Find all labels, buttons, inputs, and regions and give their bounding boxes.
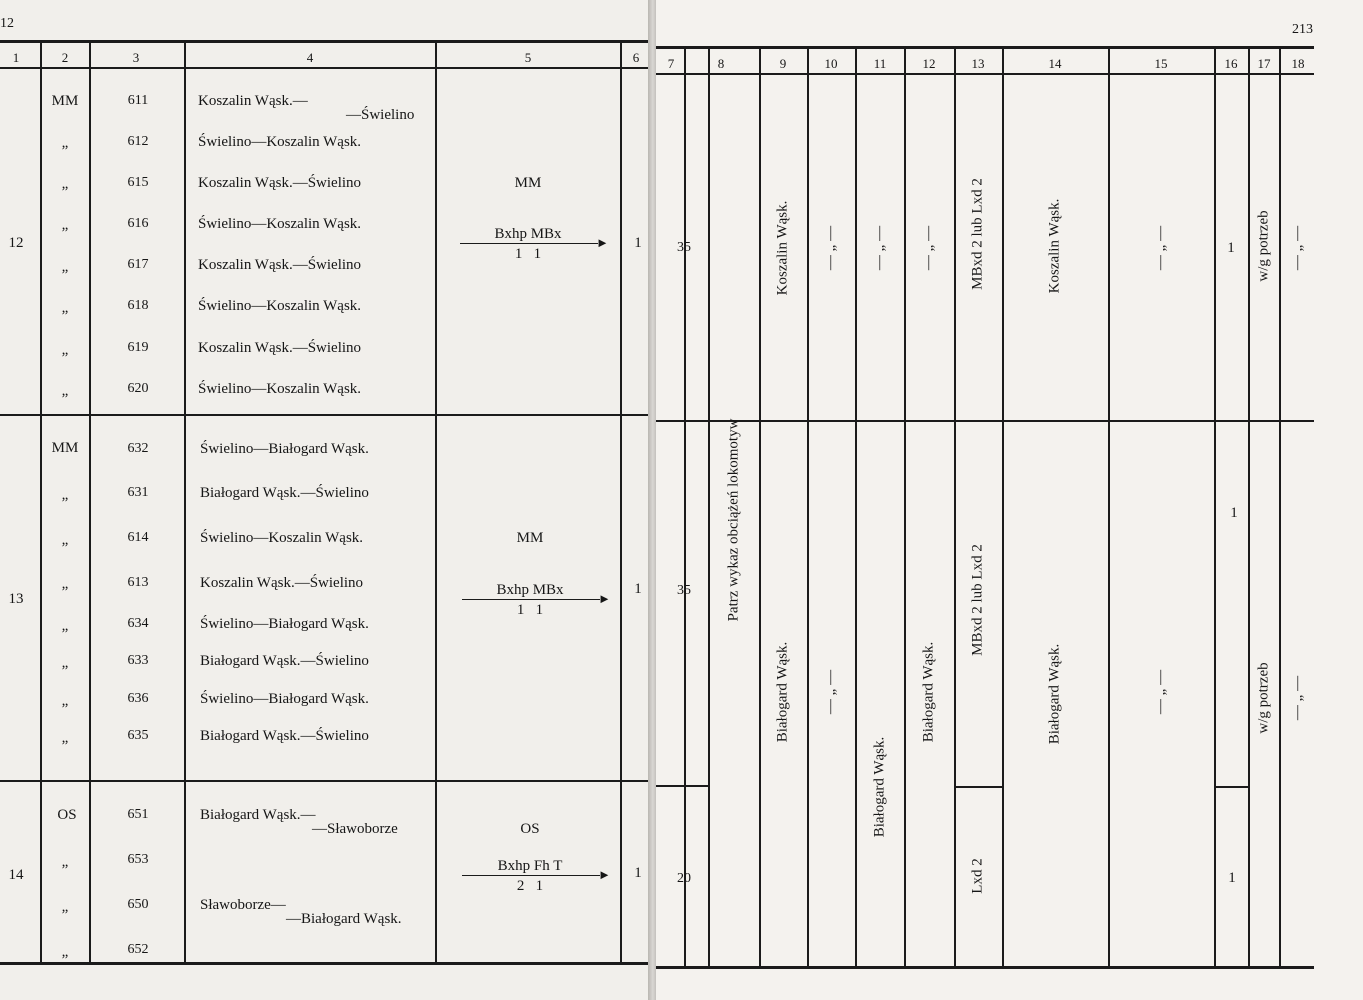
route-text: Świelino—Koszalin Wąsk. [198, 381, 362, 397]
column-header: 5 [524, 50, 532, 65]
column-header: 17 [1257, 56, 1271, 71]
column-header: 16 [1224, 56, 1238, 71]
col10-ditto: — „ — [822, 225, 839, 271]
group-divider [656, 785, 708, 787]
route-text: Koszalin Wąsk.— [198, 93, 308, 109]
column-rule [684, 49, 686, 969]
ditto-mark: „ [61, 730, 69, 746]
column-rule [1214, 49, 1216, 969]
top-rule [0, 40, 652, 43]
route-text: Koszalin Wąsk.—Świelino [200, 575, 364, 591]
col11-value: Białogard Wąsk. [871, 736, 888, 838]
ditto-mark: „ [61, 259, 69, 275]
group-number: 13 [8, 591, 24, 607]
col12-ditto: — „ — [920, 225, 937, 271]
col16-value: 1 [1228, 870, 1236, 886]
arrow-line [462, 599, 600, 600]
group-divider [1216, 786, 1248, 788]
route-text: Świelino—Koszalin Wąsk. [200, 530, 364, 546]
column-rule [954, 49, 956, 969]
column-header: 3 [132, 50, 140, 65]
col6-value: 1 [634, 865, 642, 881]
column-rule [1108, 49, 1110, 969]
column-rule [620, 43, 622, 965]
ditto-mark: „ [61, 655, 69, 671]
column-rule [1279, 49, 1281, 969]
route-text: —Białogard Wąsk. [286, 911, 402, 927]
col13-value: Lxd 2 [969, 858, 986, 894]
column-rule [1248, 49, 1250, 969]
loco-formula: Bxhp Fh T [497, 858, 563, 874]
column-header: 9 [779, 56, 787, 71]
loco-counts: 1 1 [516, 602, 544, 618]
col11-ditto: — „ — [871, 225, 888, 271]
column-rule [708, 49, 710, 969]
col13-value: MBxd 2 lub Lxd 2 [969, 544, 986, 656]
column-header: 14 [1048, 56, 1062, 71]
train-number: 618 [127, 298, 149, 313]
ditto-mark: „ [61, 576, 69, 592]
col14-value: Białogard Wąsk. [1046, 643, 1063, 745]
route-text: —Sławoborze [312, 821, 398, 837]
arrow-icon: ► [598, 867, 611, 882]
route-text: Białogard Wąsk.— [200, 807, 316, 823]
right-page [656, 0, 1363, 1000]
column-rule [40, 43, 42, 965]
col8-note: Patrz wykaz obciążeń lokomotyw [725, 418, 742, 622]
column-header: 8 [717, 56, 725, 71]
loco-formula: Bxhp MBx [494, 226, 562, 242]
route-text: Świelino—Koszalin Wąsk. [198, 134, 362, 150]
train-number: 620 [127, 381, 149, 396]
group-number: 14 [8, 867, 24, 883]
train-number: 636 [127, 691, 149, 706]
col16-value: 1 [1227, 240, 1235, 256]
col12-value: Białogard Wąsk. [920, 641, 937, 743]
train-number: 634 [127, 616, 149, 631]
route-text: Świelino—Białogard Wąsk. [200, 691, 369, 707]
train-number: 611 [127, 93, 149, 108]
ditto-mark: „ [61, 618, 69, 634]
col7-value: 20 [677, 871, 691, 886]
train-number: 653 [127, 852, 149, 867]
train-number: 631 [127, 485, 149, 500]
col9-value: Koszalin Wąsk. [774, 200, 791, 296]
train-number: 612 [127, 134, 149, 149]
category-cell: MM [516, 530, 544, 546]
column-header: 4 [306, 50, 314, 65]
left-page [0, 0, 652, 1000]
route-text: Świelino—Koszalin Wąsk. [198, 298, 362, 314]
category-cell: OS [520, 821, 540, 837]
train-number: 650 [127, 897, 149, 912]
col13-value: MBxd 2 lub Lxd 2 [969, 178, 986, 290]
column-rule [89, 43, 91, 965]
column-header: 6 [632, 50, 640, 65]
column-rule [1002, 49, 1004, 969]
train-number: 619 [127, 340, 149, 355]
col6-value: 1 [634, 235, 642, 251]
column-rule [855, 49, 857, 969]
col7-value: 35 [677, 240, 691, 255]
route-text: Koszalin Wąsk.—Świelino [198, 257, 362, 273]
train-number: 632 [127, 441, 149, 456]
route-text: Białogard Wąsk.—Świelino [200, 728, 369, 744]
train-number: 633 [127, 653, 149, 668]
ditto-mark: „ [61, 342, 69, 358]
col7-value: 35 [677, 583, 691, 598]
column-header: 18 [1291, 56, 1305, 71]
column-header: 12 [922, 56, 936, 71]
column-rule [184, 43, 186, 965]
col16-value: 1 [1230, 505, 1238, 521]
col15-ditto: — „ — [1152, 225, 1169, 271]
col6-value: 1 [634, 581, 642, 597]
column-header: 7 [667, 56, 675, 71]
route-text: Świelino—Koszalin Wąsk. [198, 216, 362, 232]
arrow-icon: ► [596, 235, 609, 250]
route-text: Koszalin Wąsk.—Świelino [198, 340, 362, 356]
column-header: 11 [873, 56, 887, 71]
column-header: 2 [61, 50, 69, 65]
column-header: 10 [824, 56, 838, 71]
arrow-icon: ► [598, 591, 611, 606]
ditto-mark: „ [61, 944, 69, 960]
col18-ditto: — „ — [1289, 675, 1306, 721]
route-text: Koszalin Wąsk.—Świelino [198, 175, 362, 191]
loco-formula: Bxhp MBx [496, 582, 564, 598]
column-header: 15 [1154, 56, 1168, 71]
train-number: 616 [127, 216, 149, 231]
column-header: 1 [12, 50, 20, 65]
bottom-rule [0, 962, 652, 965]
route-text: Białogard Wąsk.—Świelino [200, 485, 369, 501]
train-number: 613 [127, 575, 149, 590]
column-rule [807, 49, 809, 969]
page-number: 213 [1292, 22, 1313, 37]
ditto-mark: „ [61, 693, 69, 709]
page-number: 12 [0, 16, 14, 31]
col17-value: w/g potrzeb [1255, 662, 1272, 734]
arrow-line [462, 875, 600, 876]
col9-value: Białogard Wąsk. [774, 641, 791, 743]
ditto-mark: „ [61, 300, 69, 316]
category-cell: MM [51, 93, 79, 109]
col15-ditto: — „ — [1152, 669, 1169, 715]
route-text: —Świelino [346, 107, 415, 123]
col10-ditto: — „ — [822, 669, 839, 715]
ditto-mark: „ [61, 487, 69, 503]
category-cell: MM [51, 440, 79, 456]
group-divider [0, 780, 652, 782]
header-rule [0, 67, 652, 69]
col17-value: w/g potrzeb [1255, 210, 1272, 282]
ditto-mark: „ [61, 176, 69, 192]
ditto-mark: „ [61, 217, 69, 233]
route-text: Świelino—Białogard Wąsk. [200, 441, 369, 457]
category-cell: MM [514, 175, 542, 191]
train-number: 617 [127, 257, 149, 272]
group-number: 12 [8, 235, 24, 251]
train-number: 615 [127, 175, 149, 190]
group-divider [0, 414, 652, 416]
group-divider [954, 786, 1002, 788]
ditto-mark: „ [61, 135, 69, 151]
train-number: 651 [127, 807, 149, 822]
col18-ditto: — „ — [1289, 225, 1306, 271]
route-text: Sławoborze— [200, 897, 286, 913]
loco-counts: 1 1 [514, 246, 542, 262]
train-number: 635 [127, 728, 149, 743]
route-text: Świelino—Białogard Wąsk. [200, 616, 369, 632]
col14-value: Koszalin Wąsk. [1046, 198, 1063, 294]
ditto-mark: „ [61, 532, 69, 548]
ditto-mark: „ [61, 383, 69, 399]
column-rule [904, 49, 906, 969]
train-number: 614 [127, 530, 149, 545]
route-text: Białogard Wąsk.—Świelino [200, 653, 369, 669]
ditto-mark: „ [61, 899, 69, 915]
column-rule [759, 49, 761, 969]
ditto-mark: „ [61, 854, 69, 870]
column-header: 13 [971, 56, 985, 71]
column-rule [435, 43, 437, 965]
train-number: 652 [127, 942, 149, 957]
arrow-line [460, 243, 598, 244]
loco-counts: 2 1 [516, 878, 544, 894]
category-cell: OS [57, 807, 77, 823]
